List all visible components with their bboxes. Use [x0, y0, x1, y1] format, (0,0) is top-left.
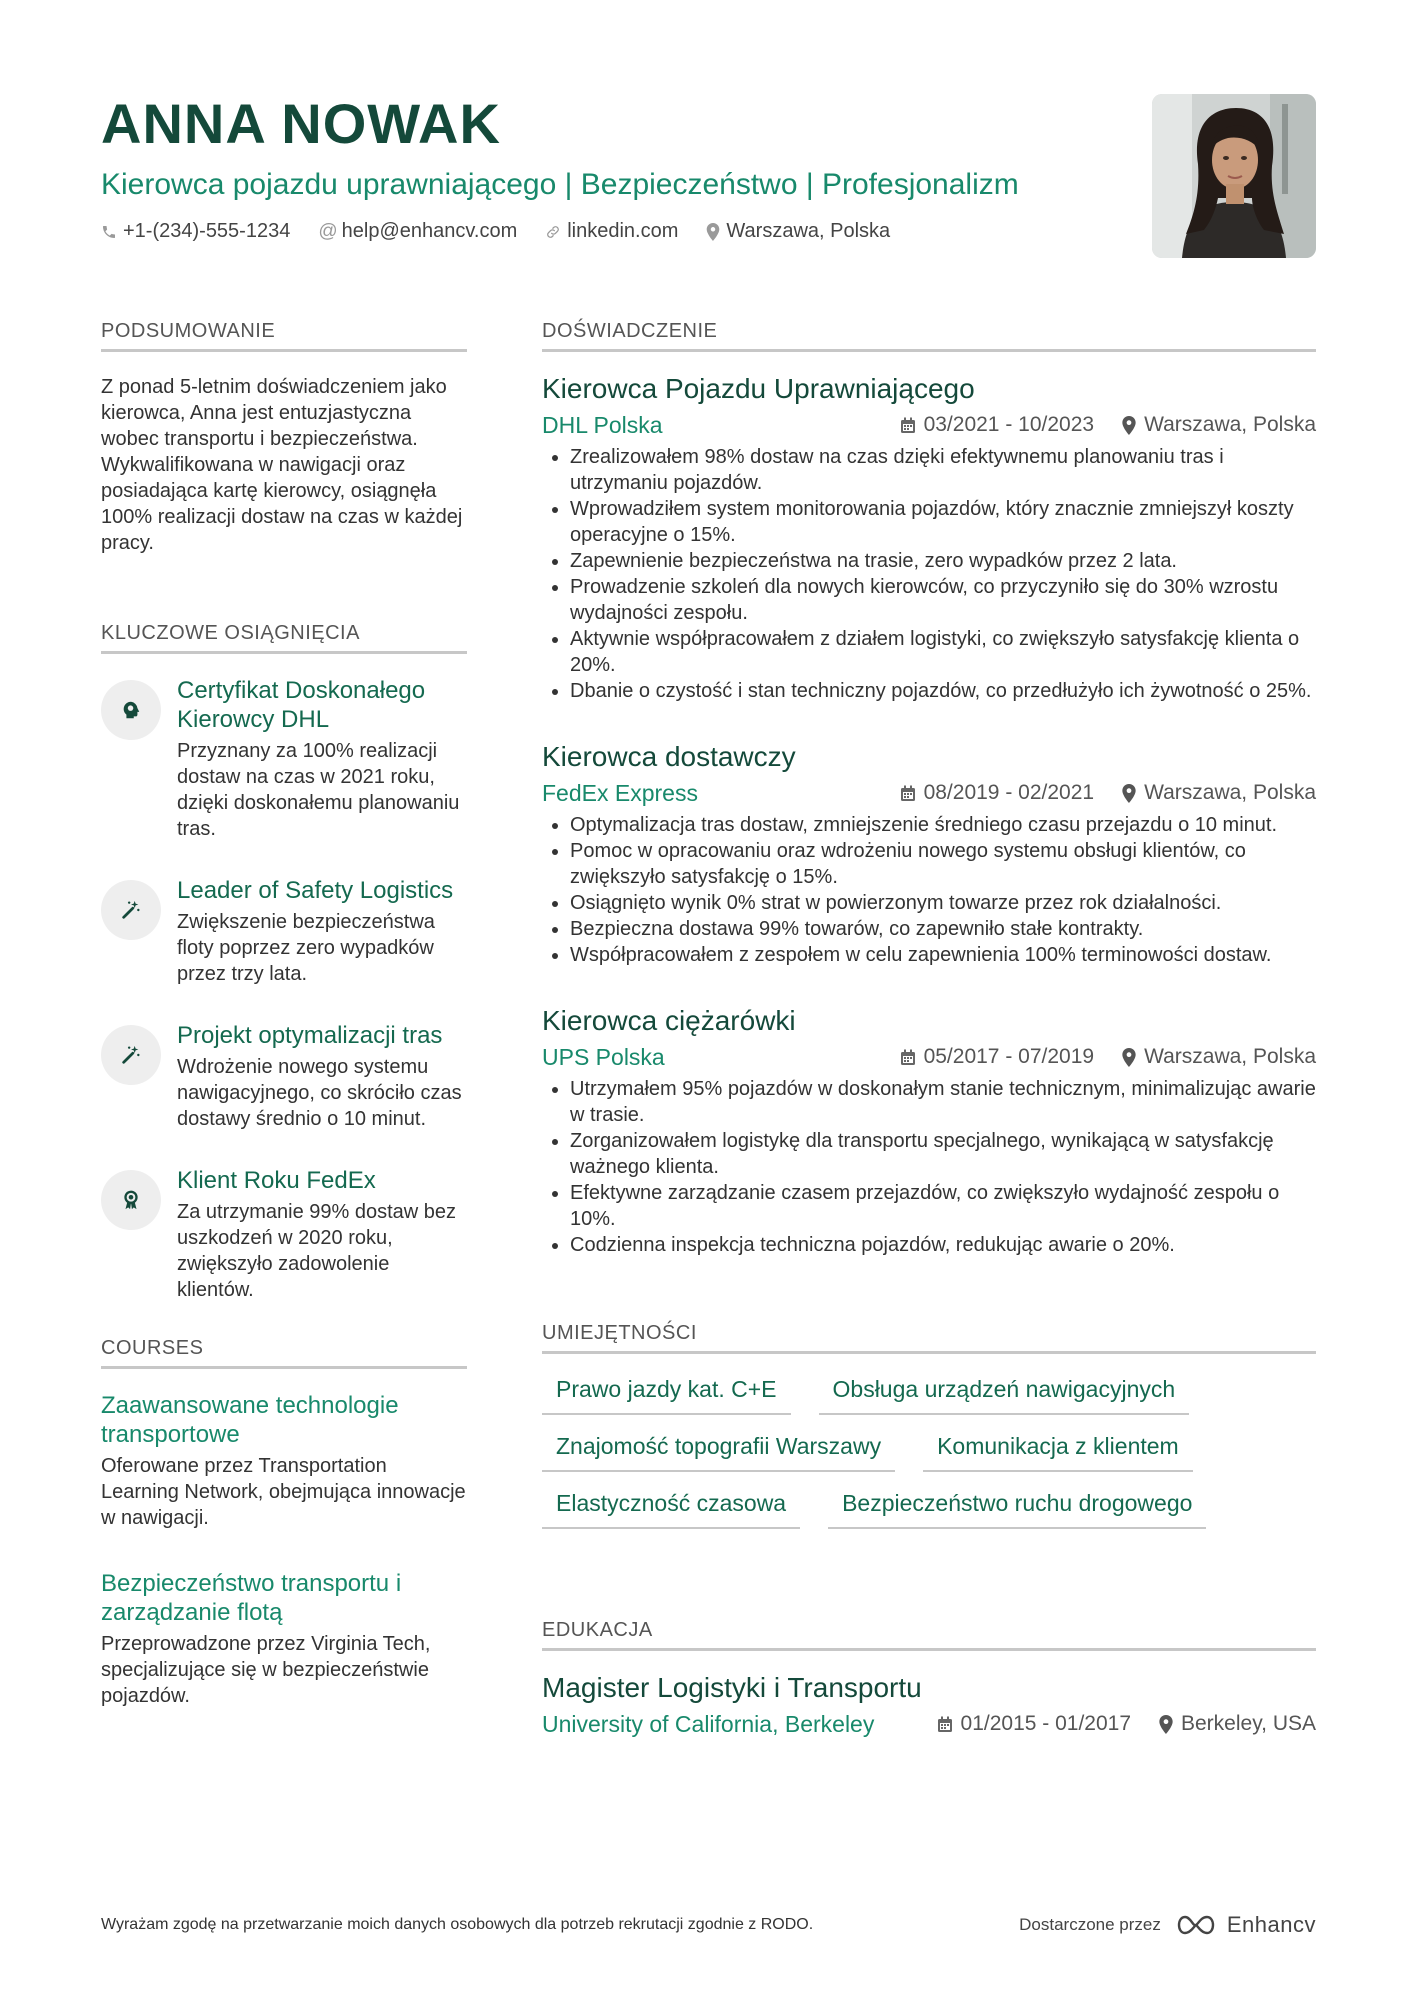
location-text: Warszawa, Polska [726, 220, 891, 242]
job-title: Kierowca Pojazdu Uprawniającego [542, 373, 975, 404]
company-name: UPS Polska [542, 1043, 665, 1070]
skill-tag: Bezpieczeństwo ruchu drogowego [828, 1482, 1206, 1529]
skill-tag: Obsługa urządzeń nawigacyjnych [819, 1368, 1190, 1415]
job-title: Kierowca dostawczy [542, 741, 796, 772]
phone-text: +1-(234)-555-1234 [123, 220, 291, 242]
bullet-item: • Aktywnie współpracowałem z działem logistyki, co zwiększyło satysfakcję klienta o 20%. [570, 626, 1316, 678]
skills-section [542, 1322, 1316, 1539]
degree-title: Magister Logistyki i Transportu [542, 1672, 922, 1703]
contact-email[interactable] [318, 220, 517, 243]
job-bullets [542, 1076, 1316, 1258]
courses-section [101, 1337, 467, 1709]
achievement-title: Projekt optymalizacji tras [177, 1022, 443, 1049]
school-name: University of California, Berkeley [542, 1710, 875, 1737]
achievement-item [101, 1166, 467, 1303]
magic-wand-icon [101, 880, 161, 940]
location-text: Warszawa, Polska [1144, 1045, 1316, 1068]
course-item [101, 1569, 467, 1709]
left-column [101, 320, 467, 1709]
job-entry [542, 1004, 1316, 1258]
map-pin-icon [1122, 1048, 1136, 1067]
map-pin-icon [706, 223, 720, 241]
summary-section [101, 320, 467, 556]
edu-dates [937, 1712, 1131, 1736]
bullet-item: • Osiągnięto wynik 0% strat w powierzonym towarze przez rok działalności. [570, 890, 1316, 916]
email-text: help@enhancv.com [341, 220, 518, 242]
calendar-icon [900, 785, 916, 802]
linkedin-text: linkedin.com [567, 220, 679, 242]
course-item [101, 1391, 467, 1531]
skill-tag: Znajomość topografii Warszawy [542, 1425, 895, 1472]
map-pin-icon [1122, 416, 1136, 435]
company-name: FedEx Express [542, 779, 698, 806]
job-bullets [542, 444, 1316, 704]
bullet-item: • Codzienna inspekcja techniczna pojazdów, redukując awarie o 20%. [570, 1232, 1316, 1258]
experience-section [542, 320, 1316, 1258]
calendar-icon [900, 1049, 916, 1066]
profile-photo [1152, 94, 1316, 258]
award-ribbon-icon [101, 1170, 161, 1230]
summary-text: Z ponad 5-letnim doświadczeniem jako kierowca, Anna jest entuzjastyczna wobec transportu i bezpieczeństwa. Wykwalifikowana w nawigacji oraz posiadająca kartę kierowcy, osiągnęła 100% realizacji dostaw na czas w każdej pracy. [101, 376, 463, 554]
course-desc: Przeprowadzone przez Virginia Tech, specjalizujące się w bezpieczeństwie pojazdów. [101, 1633, 431, 1707]
calendar-icon [937, 1716, 953, 1733]
job-location [1122, 1045, 1316, 1069]
job-title: Kierowca ciężarówki [542, 1005, 796, 1036]
section-title: PODSUMOWANIE [101, 320, 467, 352]
bullet-item: • Optymalizacja tras dostaw, zmniejszenie średniego czasu przejazdu o 10 minut. [570, 812, 1316, 838]
achievement-item [101, 1021, 467, 1132]
education-section [542, 1619, 1316, 1739]
achievement-desc: Zwiększenie bezpieczeństwa floty poprzez zero wypadków przez trzy lata. [177, 911, 435, 985]
bullet-item: • Pomoc w opracowaniu oraz wdrożeniu nowego systemu obsługi klientów, co zwiększyło satysfakcję o 15%. [570, 838, 1316, 890]
achievement-desc: Przyznany za 100% realizacji dostaw na czas w 2021 roku, dzięki doskonałemu planowaniu tras. [177, 740, 460, 840]
dates-text: 08/2019 - 02/2021 [923, 781, 1095, 804]
contact-row [101, 220, 1131, 243]
bullet-item: • Zorganizowałem logistykę dla transportu specjalnego, wynikającą w satysfakcję ważnego klienta. [570, 1128, 1316, 1180]
contact-location [706, 220, 890, 243]
candidate-name: ANNA NOWAK [101, 92, 501, 155]
map-pin-icon [1122, 784, 1136, 803]
section-title: COURSES [101, 1337, 467, 1369]
job-dates [900, 1045, 1094, 1069]
job-location [1122, 413, 1316, 437]
achievement-item [101, 676, 467, 842]
link-icon [545, 224, 561, 240]
enhancv-logo-icon [1173, 1913, 1219, 1937]
edu-location [1159, 1712, 1316, 1736]
section-title: KLUCZOWE OSIĄGNIĘCIA [101, 622, 467, 654]
bullet-item: • Efektywne zarządzanie czasem przejazdów, co zwiększyło wydajność zespołu o 10%. [570, 1180, 1316, 1232]
calendar-icon [900, 417, 916, 434]
job-bullets [542, 812, 1316, 968]
dates-text: 01/2015 - 01/2017 [960, 1712, 1131, 1735]
bullet-item: • Dbanie o czystość i stan techniczny pojazdów, co przedłużyło ich żywotność o 25%. [570, 678, 1316, 704]
achievement-item [101, 876, 467, 987]
contact-phone[interactable] [101, 220, 290, 243]
skill-tag: Elastyczność czasowa [542, 1482, 800, 1529]
contact-linkedin[interactable] [545, 220, 678, 243]
resume-header [101, 92, 1131, 243]
achievement-title: Klient Roku FedEx [177, 1167, 376, 1194]
job-location [1122, 781, 1316, 805]
achievement-desc: Za utrzymanie 99% dostaw bez uszkodzeń w 2020 roku, zwiększyło zadowolenie klientów. [177, 1201, 457, 1301]
bullet-item: • Utrzymałem 95% pojazdów w doskonałym stanie technicznym, minimalizując awarie w trasie. [570, 1076, 1316, 1128]
achievements-section [101, 622, 467, 1303]
job-entry [542, 740, 1316, 968]
company-name: DHL Polska [542, 411, 663, 438]
achievement-desc: Wdrożenie nowego systemu nawigacyjnego, co skróciło czas dostawy średnio o 10 minut. [177, 1056, 462, 1130]
powered-by[interactable] [1019, 1912, 1316, 1938]
gdpr-consent: Wyrażam zgodę na przetwarzanie moich danych osobowych dla potrzeb rekrutacji zgodnie z RODO. [101, 1916, 814, 1933]
bullet-item: • Współpracowałem z zespołem w celu zapewnienia 100% terminowości dostaw. [570, 942, 1316, 968]
footer [101, 1912, 1316, 1938]
course-title: Zaawansowane technologie transportowe [101, 1392, 399, 1448]
at-icon: @ [318, 220, 338, 242]
right-column [542, 320, 1316, 1739]
job-dates [900, 413, 1094, 437]
brand-name: Enhancv [1226, 1912, 1316, 1937]
bullet-item: • Prowadzenie szkoleń dla nowych kierowców, co przyczyniło się do 30% wzrostu wydajności zespołu. [570, 574, 1316, 626]
location-text: Warszawa, Polska [1144, 781, 1316, 804]
candidate-headline: Kierowca pojazdu uprawniającego | Bezpieczeństwo | Profesjonalizm [101, 168, 1019, 201]
powered-by-label: Dostarczone przez [1019, 1915, 1161, 1934]
map-pin-icon [1159, 1715, 1173, 1734]
magic-wand-icon [101, 1025, 161, 1085]
bullet-item: • Zapewnienie bezpieczeństwa na trasie, zero wypadków przez 2 lata. [570, 548, 1316, 574]
achievement-title: Certyfikat Doskonałego Kierowcy DHL [177, 677, 426, 733]
dates-text: 03/2021 - 10/2023 [923, 413, 1095, 436]
section-title: EDUKACJA [542, 1619, 1316, 1651]
section-title: DOŚWIADCZENIE [542, 320, 1316, 352]
achievement-title: Leader of Safety Logistics [177, 877, 454, 904]
section-title: UMIEJĘTNOŚCI [542, 1322, 1316, 1354]
job-dates [900, 781, 1094, 805]
course-desc: Oferowane przez Transportation Learning Network, obejmująca innowacje w nawigacji. [101, 1455, 466, 1529]
course-title: Bezpieczeństwo transportu i zarządzanie flotą [101, 1570, 402, 1626]
bullet-item: • Zrealizowałem 98% dostaw na czas dzięki efektywnemu planowaniu tras i utrzymaniu pojazdów. [570, 444, 1316, 496]
skill-tag: Prawo jazdy kat. C+E [542, 1368, 791, 1415]
skill-tag: Komunikacja z klientem [923, 1425, 1193, 1472]
job-entry [542, 372, 1316, 704]
location-text: Warszawa, Polska [1144, 413, 1316, 436]
head-brain-icon [101, 680, 161, 740]
dates-text: 05/2017 - 07/2019 [923, 1045, 1095, 1068]
phone-icon [101, 224, 117, 240]
bullet-item: • Bezpieczna dostawa 99% towarów, co zapewniło stałe kontrakty. [570, 916, 1316, 942]
location-text: Berkeley, USA [1181, 1712, 1316, 1735]
bullet-item: • Wprowadziłem system monitorowania pojazdów, który znacznie zmniejszył koszty operacyjne o 15%. [570, 496, 1316, 548]
